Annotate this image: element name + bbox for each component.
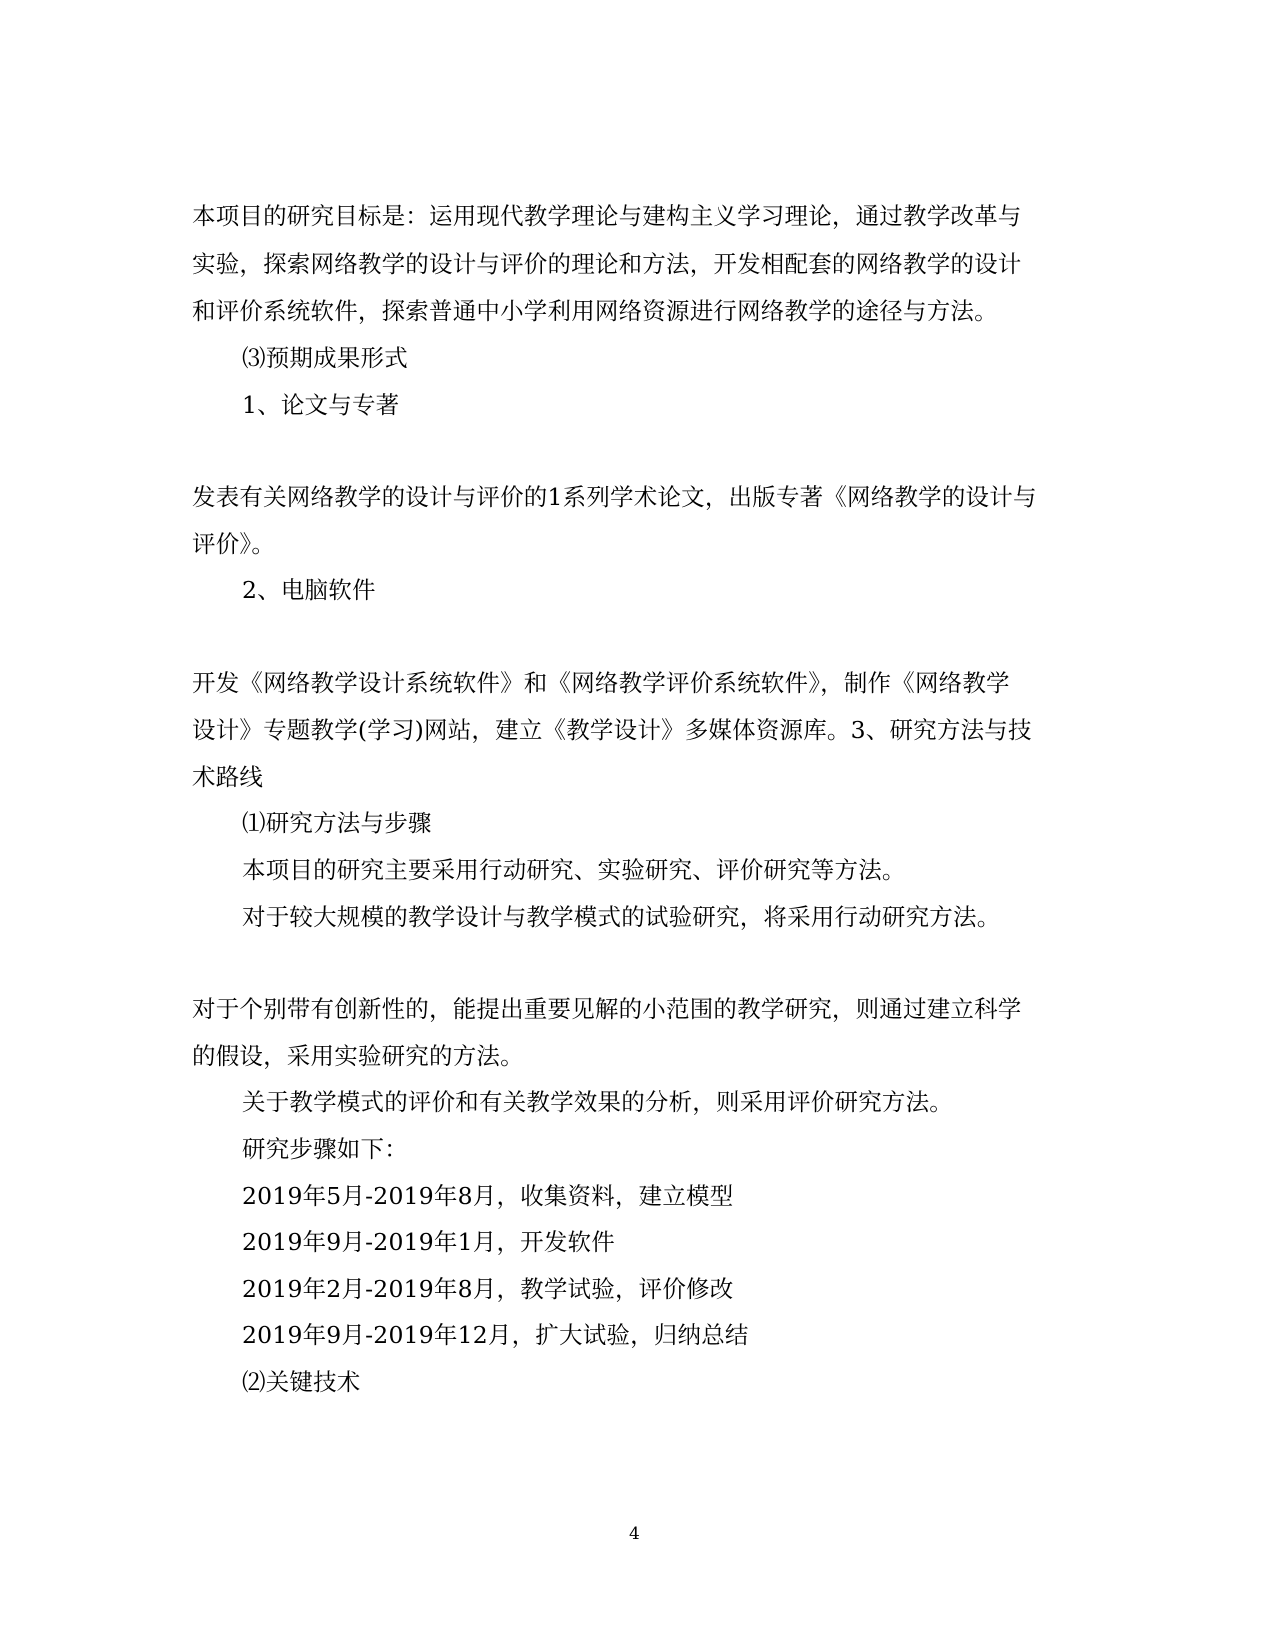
schedule-item: 2019年5月-2019年8月，收集资料，建立模型 (242, 1182, 734, 1210)
section-heading: ⑴研究方法与步骤 (242, 809, 432, 837)
paragraph-line: 本项目的研究主要采用行动研究、实验研究、评价研究等方法。 (242, 856, 906, 884)
paragraph-line: 研究步骤如下： (242, 1135, 408, 1163)
section-heading: ⑶预期成果形式 (242, 344, 408, 372)
schedule-item: 2019年9月-2019年1月，开发软件 (242, 1228, 615, 1256)
paragraph-line: 和评价系统软件，探索普通中小学利用网络资源进行网络教学的途径与方法。 (192, 297, 998, 325)
subsection-heading: 1、论文与专著 (242, 391, 400, 419)
subsection-heading: 2、电脑软件 (242, 576, 376, 604)
paragraph-line: 关于教学模式的评价和有关教学效果的分析，则采用评价研究方法。 (242, 1088, 953, 1116)
paragraph-line: 对于个别带有创新性的，能提出重要见解的小范围的教学研究，则通过建立科学 (192, 995, 1022, 1023)
page-number: 4 (629, 1524, 640, 1544)
paragraph-line: 的假设，采用实验研究的方法。 (192, 1042, 524, 1070)
paragraph-line: 发表有关网络教学的设计与评价的1系列学术论文，出版专著《网络教学的设计与 (192, 483, 1037, 511)
paragraph-line: 实验，探索网络教学的设计与评价的理论和方法，开发相配套的网络教学的设计 (192, 250, 1022, 278)
paragraph-line: 术路线 (192, 763, 264, 791)
section-heading: ⑵关键技术 (242, 1368, 361, 1396)
paragraph-line: 设计》专题教学(学习)网站，建立《教学设计》多媒体资源库。3、研究方法与技 (192, 716, 1032, 744)
schedule-item: 2019年2月-2019年8月，教学试验，评价修改 (242, 1275, 734, 1303)
paragraph-line: 开发《网络教学设计系统软件》和《网络教学评价系统软件》，制作《网络教学 (192, 669, 1010, 697)
paragraph-line: 对于较大规模的教学设计与教学模式的试验研究，将采用行动研究方法。 (242, 903, 1001, 931)
schedule-item: 2019年9月-2019年12月，扩大试验，归纳总结 (242, 1321, 749, 1349)
paragraph-line: 评价》。 (192, 530, 276, 558)
paragraph-line: 本项目的研究目标是：运用现代教学理论与建构主义学习理论，通过教学改革与 (192, 202, 1022, 230)
